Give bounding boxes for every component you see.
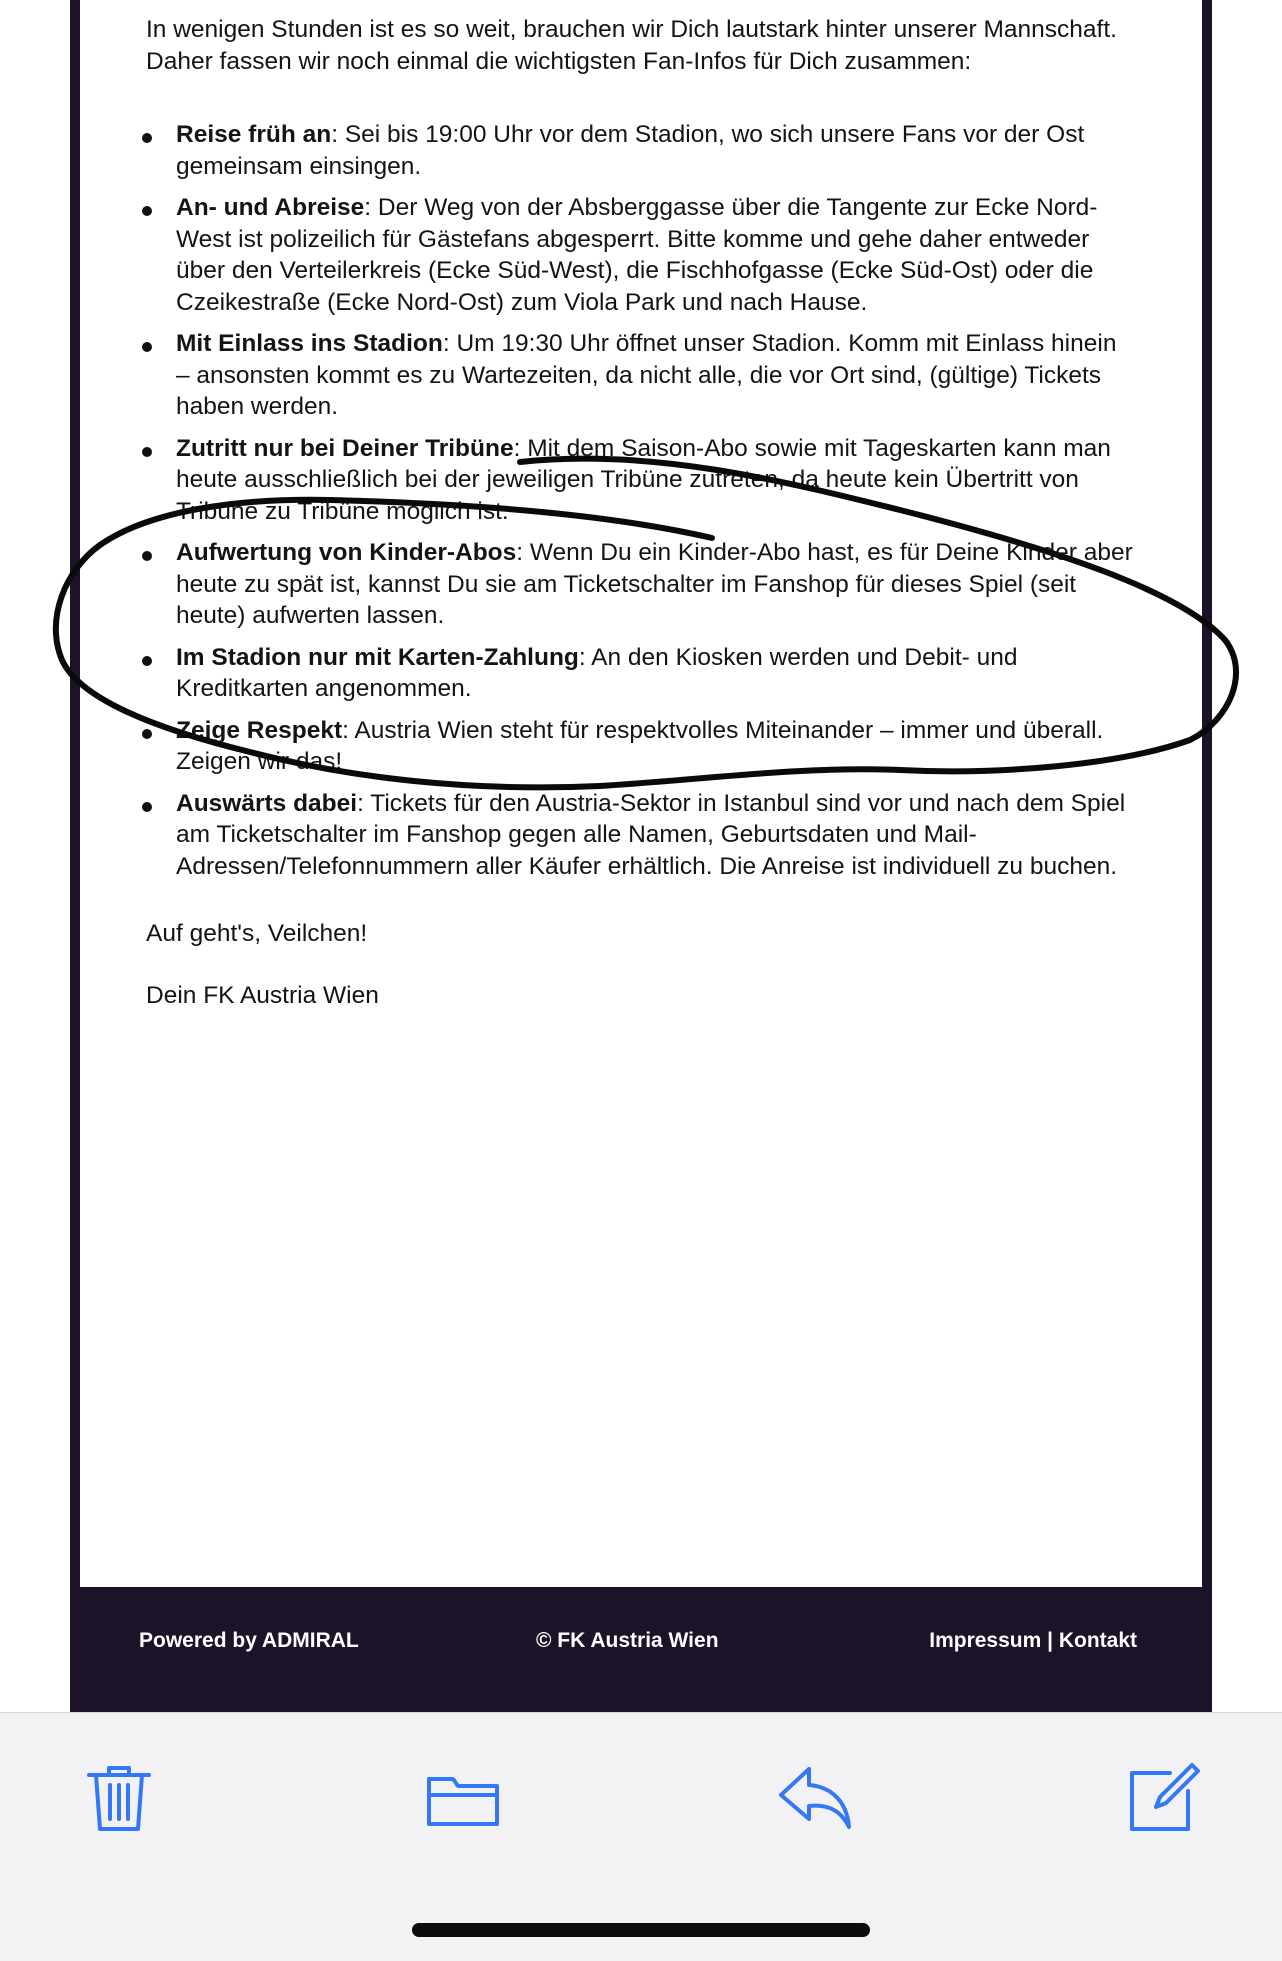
item-text: : Um 19:30 Uhr öffnet unser Stadion. Komm mit Einlass hinein – ansonsten kommt es zu Wartezeiten, da nicht alle, die vor Ort sind, (gültige) Tickets haben werden. <box>176 330 1117 420</box>
bullet-icon <box>142 342 152 352</box>
list-item <box>146 328 1136 423</box>
bullet-icon <box>142 656 152 666</box>
compose-icon <box>1122 1757 1202 1837</box>
powered-by-link[interactable]: Powered by ADMIRAL <box>139 1629 359 1652</box>
bullet-icon <box>142 551 152 561</box>
impressum-kontakt-links[interactable]: Impressum | Kontakt <box>929 1629 1137 1652</box>
item-title: An- und Abreise <box>176 194 365 221</box>
list-item <box>146 192 1136 318</box>
item-text: : Austria Wien steht für respektvolles Miteinander – immer und überall. Zeigen wir das! <box>176 716 1104 775</box>
email-body <box>146 14 1136 1011</box>
item-text: : Der Weg von der Absberggasse über die Tangente zur Ecke Nord-West ist polizeilich für Gästefans abgesperrt. Bitte komme und gehe daher entweder über den Verteilerkreis (Ecke Süd-West), die Fischhofgasse (Ecke Süd-Ost) oder die Czeikestraße (Ecke Nord-Ost) zum Viola Park und nach Hause. <box>176 194 1098 316</box>
trash-icon <box>79 1757 159 1837</box>
email-frame-left <box>70 0 80 1712</box>
closing-text: Auf geht's, Veilchen! <box>146 920 368 947</box>
reply-icon <box>775 1757 855 1837</box>
bullet-icon <box>142 206 152 216</box>
signature-text: Dein FK Austria Wien <box>146 981 379 1009</box>
email-frame-right <box>1202 0 1212 1712</box>
list-item <box>146 119 1136 182</box>
email-footer <box>80 1587 1202 1712</box>
fan-info-list <box>146 119 1136 882</box>
item-text: : Sei bis 19:00 Uhr vor dem Stadion, wo sich unsere Fans vor der Ost gemeinsam einsingen. <box>176 121 1085 180</box>
folder-icon <box>423 1757 503 1837</box>
home-indicator[interactable] <box>412 1923 870 1937</box>
item-text: : An den Kiosken werden und Debit- und Kreditkarten angenommen. <box>176 643 1018 702</box>
bullet-icon <box>142 729 152 739</box>
mail-toolbar <box>0 1712 1282 1961</box>
list-item <box>146 788 1136 883</box>
bullet-icon <box>142 133 152 143</box>
item-title: Zutritt nur bei Deiner Tribüne <box>176 434 514 462</box>
item-text: : Wenn Du ein Kinder-Abo hast, es für Deine Kinder aber heute zu spät ist, kannst Du sie am Ticketschalter im Fanshop für dieses Spiel (seit heute) aufwerten lassen. <box>176 539 1133 629</box>
bullet-icon <box>142 802 152 812</box>
intro-text: In wenigen Stunden ist es so weit, brauchen wir Dich lautstark hinter unserer Mannschaft. Daher fassen wir noch einmal die wichtigsten Fan-Infos für Dich zusammen: <box>146 16 1117 75</box>
item-title: Reise früh an <box>176 121 332 148</box>
item-title: Im Stadion nur mit Karten-Zahlung <box>176 643 579 671</box>
bullet-icon <box>142 447 152 457</box>
copyright-text: © FK Austria Wien <box>536 1629 719 1652</box>
move-to-folder-button[interactable] <box>423 1757 503 1837</box>
list-item <box>146 715 1136 778</box>
list-item <box>146 433 1136 528</box>
item-title: Mit Einlass ins Stadion <box>176 330 443 357</box>
item-title: Zeige Respekt <box>176 716 343 744</box>
item-text: : Tickets für den Austria-Sektor in Istanbul sind vor und nach dem Spiel am Ticketschalter im Fanshop gegen alle Namen, Geburtsdaten und Mail-Adressen/Telefonnummern aller Käufer erhältlich. Die Anreise ist individuell zu buchen. <box>176 789 1126 880</box>
compose-button[interactable] <box>1122 1757 1202 1837</box>
delete-button[interactable] <box>79 1757 159 1837</box>
item-title: Auswärts dabei <box>176 789 358 817</box>
list-item <box>146 642 1136 705</box>
reply-button[interactable] <box>775 1757 855 1837</box>
item-text: : Mit dem Saison-Abo sowie mit Tageskarten kann man heute ausschließlich bei der jeweiligen Tribüne zutreten, da heute kein Übertritt von Tribüne zu Tribüne möglich ist. <box>176 434 1111 525</box>
item-title: Aufwertung von Kinder-Abos <box>176 539 517 566</box>
list-item <box>146 537 1136 632</box>
